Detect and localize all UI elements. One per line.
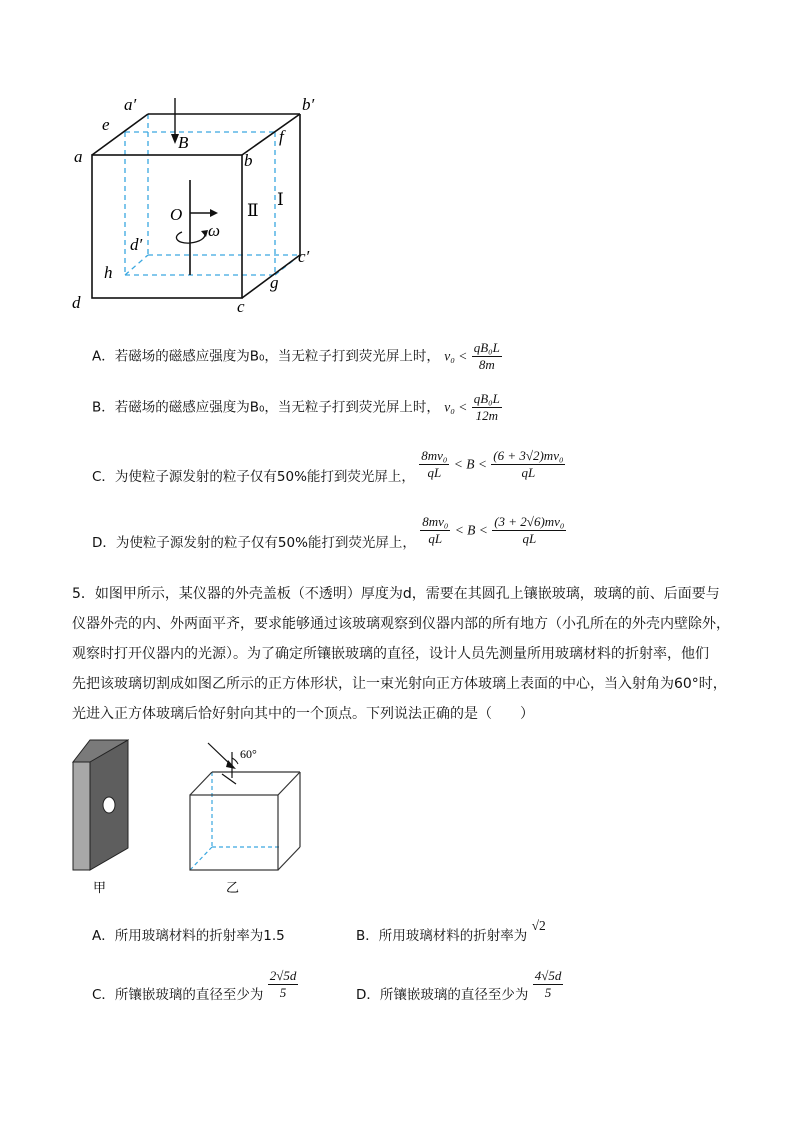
q5-c-den: 5 xyxy=(279,985,287,1000)
q4-option-b-lhs: v₀ < xyxy=(444,399,468,415)
q4-d-den2: qL xyxy=(522,531,537,546)
q5-d-den: 5 xyxy=(544,985,552,1000)
q4-option-c-frac1 xyxy=(419,448,449,481)
q4-d-den1: qL xyxy=(428,531,443,546)
q5-line-5: 光进入正方体玻璃后恰好射向其中的一个顶点。下列说法正确的是（ ） xyxy=(72,706,534,722)
q5-option-d[interactable] xyxy=(356,968,563,1001)
glass-cube-figure xyxy=(190,743,300,870)
q4-option-a-text: A．若磁场的磁感应强度为B₀，当无粒子打到荧光屏上时， xyxy=(92,348,440,365)
q5-option-b[interactable] xyxy=(356,918,546,946)
q4-option-c[interactable] xyxy=(92,448,565,485)
q4-option-c-frac2 xyxy=(491,448,565,481)
figure-jia-yi xyxy=(60,730,320,900)
label-I: Ⅰ xyxy=(277,190,284,209)
label-a: a xyxy=(74,147,83,166)
q4-c-num1: 8mv₀ xyxy=(421,448,448,463)
q5-line-1: 5．如图甲所示，某仪器的外壳盖板（不透明）厚度为d，需要在其圆孔上镶嵌玻璃，玻璃的前、后面要与 xyxy=(72,586,720,602)
q5-option-b-value: √2 xyxy=(531,918,546,933)
q4-a-den: 8m xyxy=(478,357,495,372)
cube-edges xyxy=(92,114,300,298)
label-c-prime: c′ xyxy=(298,247,310,266)
label-d-prime: d′ xyxy=(130,235,143,254)
q4-option-b-frac xyxy=(472,391,502,424)
label-O: O xyxy=(170,205,183,224)
q5-option-a[interactable] xyxy=(92,926,285,946)
plate-figure xyxy=(73,740,128,870)
q4-option-a[interactable] xyxy=(92,340,502,373)
q4-option-c-mid: < B < xyxy=(453,456,487,472)
label-b: b xyxy=(244,151,253,170)
velocity-arrow xyxy=(190,209,218,217)
label-b-prime: b′ xyxy=(302,95,315,114)
q4-d-num2: (3 + 2√6)mv₀ xyxy=(494,514,565,529)
q5-line-4: 先把该玻璃切割成如图乙所示的正方体形状，让一束光射向正方体玻璃上表面的中心，当入射角为60°时， xyxy=(72,676,727,692)
q4-option-d[interactable] xyxy=(92,514,566,551)
q4-option-c-text: C．为使粒子源发射的粒子仅有50%能打到荧光屏上， xyxy=(92,468,415,485)
q4-a-num: qB₀L xyxy=(473,340,500,355)
q5-d-num: 4√5d xyxy=(534,968,562,983)
label-c: c xyxy=(237,297,245,316)
dashed-planes xyxy=(125,114,300,275)
q5-option-d-text: D．所镶嵌玻璃的直径至少为 xyxy=(356,986,529,1003)
label-f: f xyxy=(279,127,284,146)
q4-option-b-text: B．若磁场的磁感应强度为B₀，当无粒子打到荧光屏上时， xyxy=(92,399,440,416)
q5-option-a-text: A．所用玻璃材料的折射率为1.5 xyxy=(92,928,285,944)
q4-option-b[interactable] xyxy=(92,391,502,424)
q5-option-c-text: C．所镶嵌玻璃的直径至少为 xyxy=(92,986,264,1003)
q4-option-d-frac1 xyxy=(420,514,450,547)
label-II: Ⅱ xyxy=(247,201,259,220)
caption-jia: 甲 xyxy=(93,881,107,896)
q5-option-c[interactable] xyxy=(92,968,298,1001)
q4-c-num2: (6 + 3√2)mv₀ xyxy=(493,448,564,463)
label-d: d xyxy=(72,293,81,312)
q4-option-a-frac xyxy=(472,340,502,373)
angle-label: 60° xyxy=(240,747,257,761)
q5-line-3: 观察时打开仪器内的光源）。为了确定所镶嵌玻璃的直径，设计人员先测量所用玻璃材料的折射率，他们 xyxy=(72,646,709,662)
cube-figure xyxy=(60,90,340,320)
q4-b-num: qB₀L xyxy=(473,391,500,406)
label-B: B xyxy=(178,133,189,152)
q5-c-num: 2√5d xyxy=(269,968,297,983)
q4-option-d-mid: < B < xyxy=(454,522,488,538)
q4-d-num1: 8mv₀ xyxy=(422,514,449,529)
cube-diagram xyxy=(60,90,340,320)
caption-yi: 乙 xyxy=(226,881,240,896)
label-e: e xyxy=(102,115,110,134)
q5-option-b-text: B．所用玻璃材料的折射率为 xyxy=(356,928,528,944)
q4-option-a-lhs: v₀ < xyxy=(444,348,468,364)
q4-c-den1: qL xyxy=(427,465,442,480)
q4-option-d-frac2 xyxy=(492,514,566,547)
plate-cube-diagram xyxy=(60,730,320,900)
label-a-prime: a′ xyxy=(124,95,137,114)
q5-option-c-frac xyxy=(268,968,299,1001)
label-g: g xyxy=(270,273,279,292)
q4-option-d-text: D．为使粒子源发射的粒子仅有50%能打到荧光屏上， xyxy=(92,534,416,551)
q5-stem xyxy=(72,579,772,729)
label-omega: ω xyxy=(208,221,221,240)
q4-c-den2: qL xyxy=(521,465,536,480)
q5-line-2: 仪器外壳的内、外两面平齐，要求能够通过该玻璃观察到仪器内部的所有地方（小孔所在的外壳内壁除外， xyxy=(72,616,730,632)
label-h: h xyxy=(104,263,113,282)
q5-option-d-frac xyxy=(533,968,564,1001)
q4-b-den: 12m xyxy=(475,408,498,423)
